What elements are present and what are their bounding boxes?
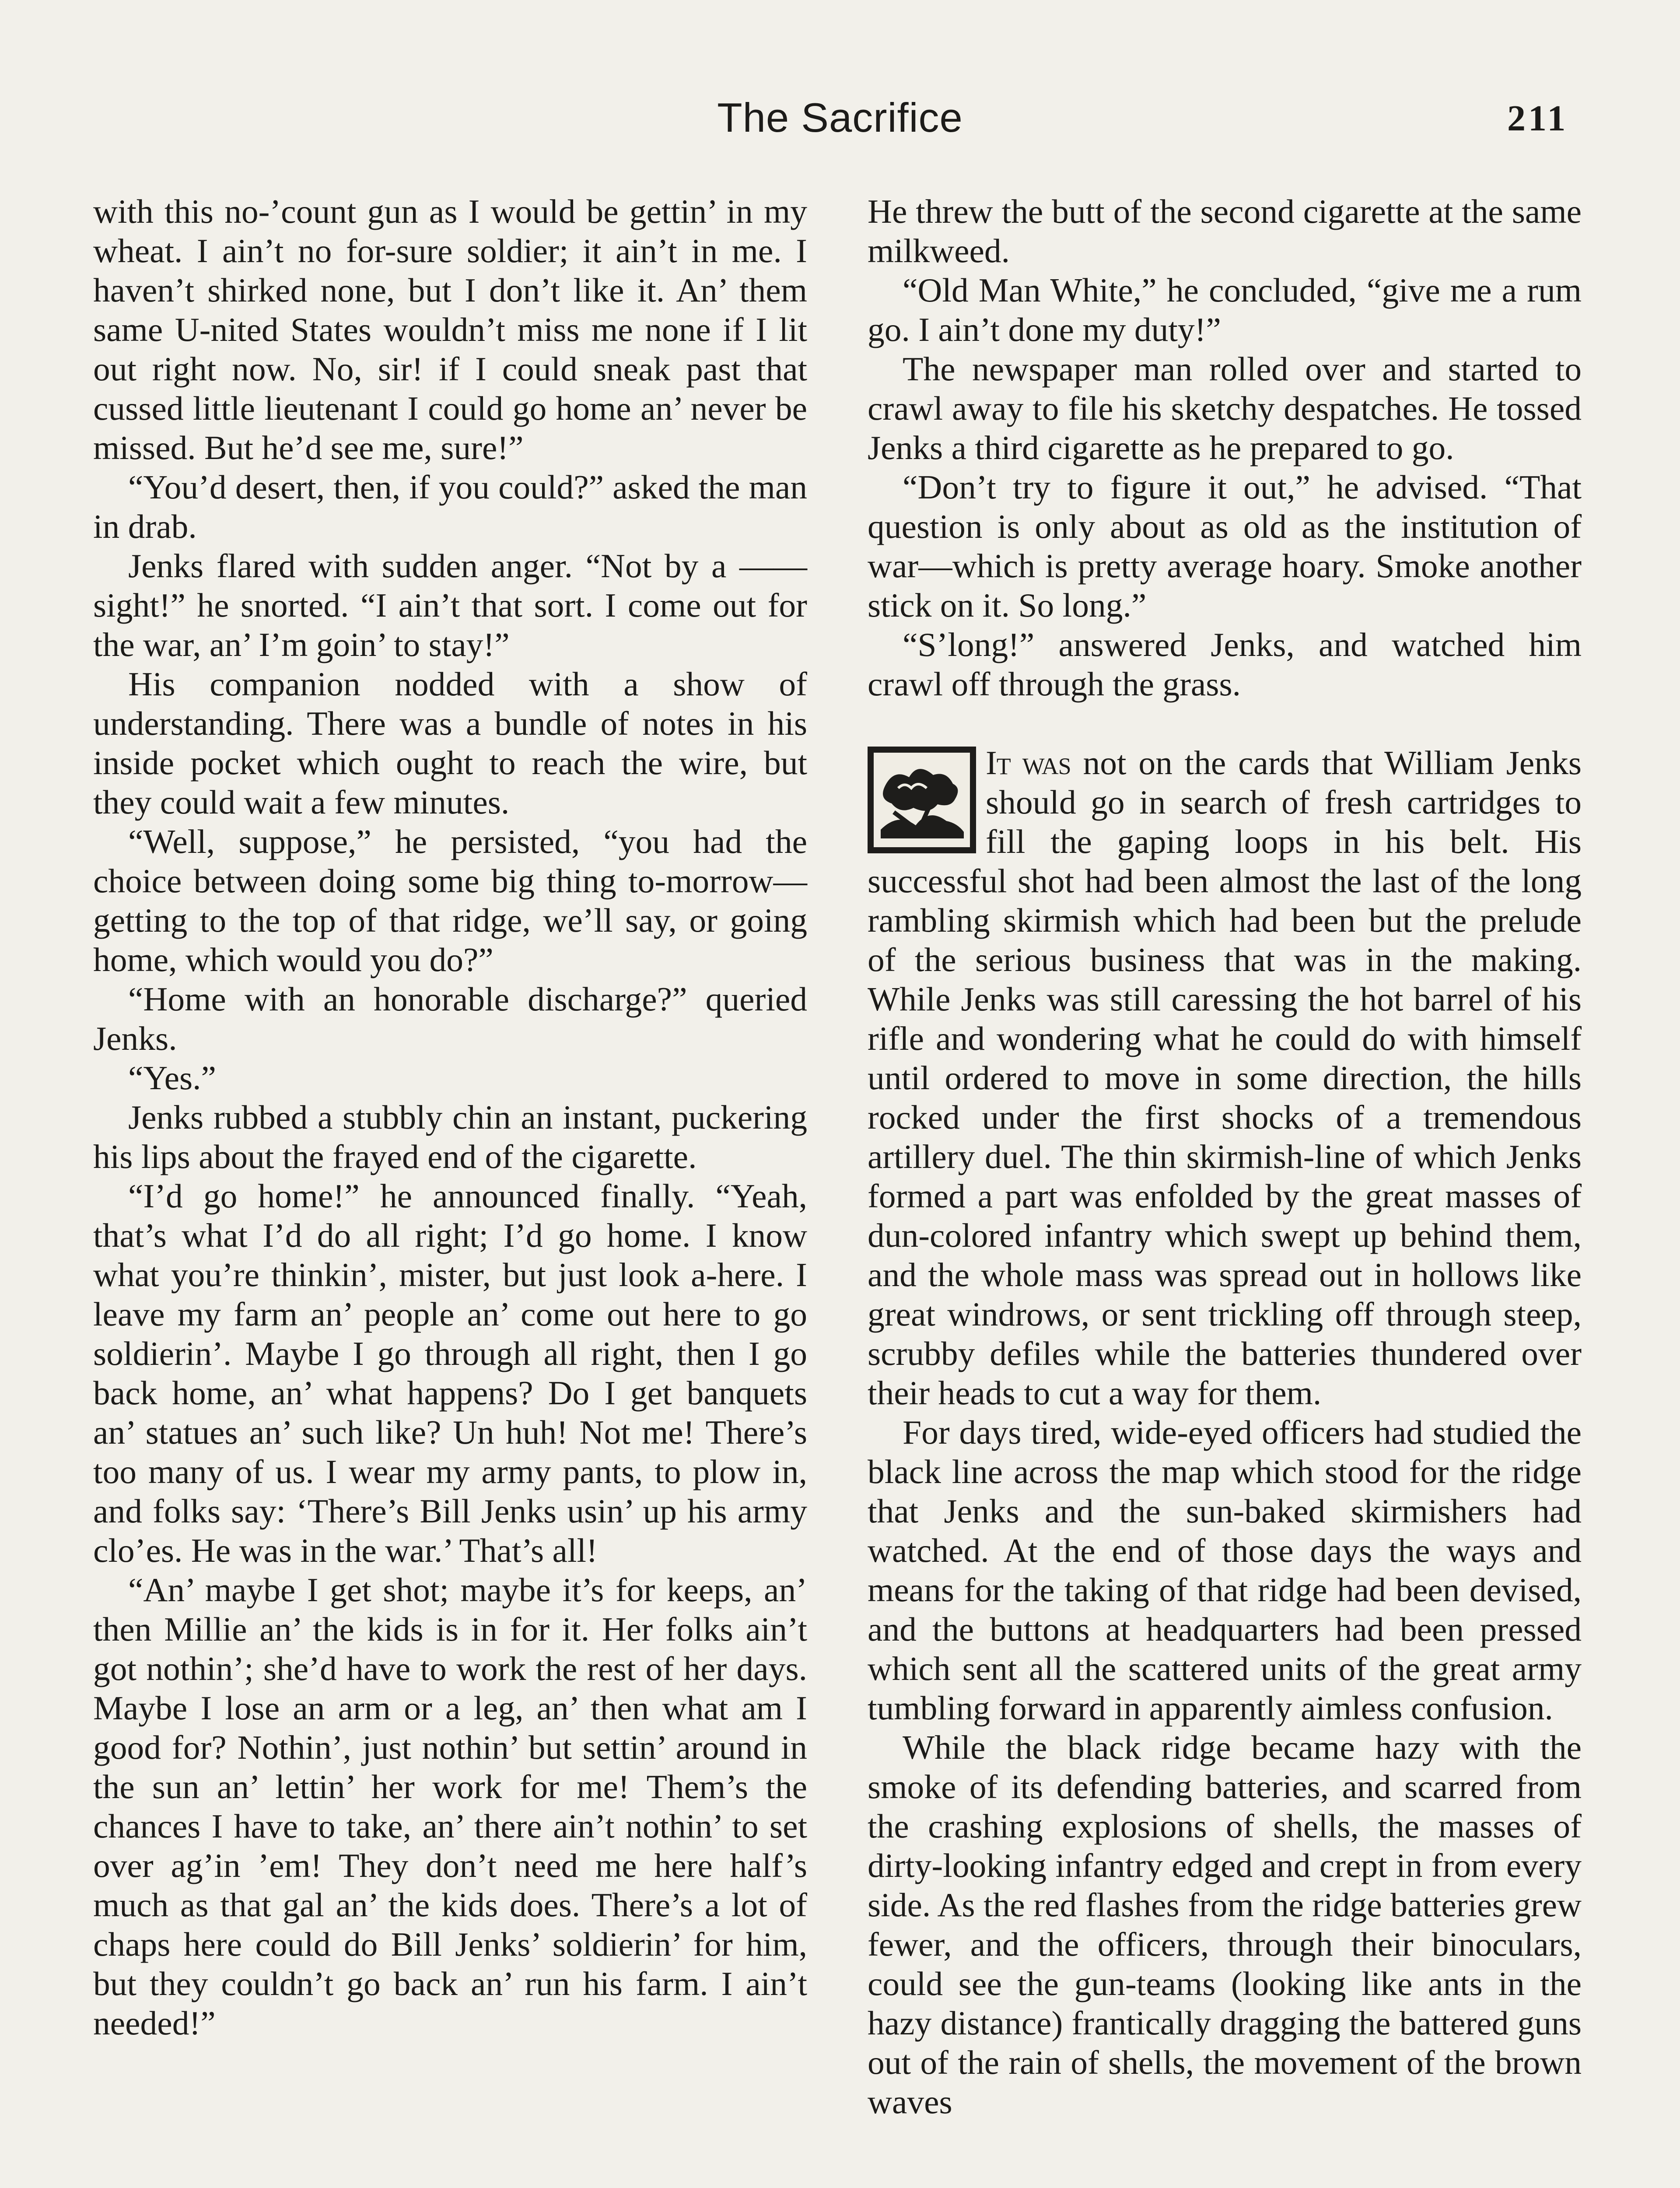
section-break <box>868 704 1582 743</box>
paragraph: For days tired, wide-eyed officers had studied the black line across the map which stood for the ridge that Jenks and the sun-baked skirmishers had watched. At the end of those days the ways and means for the taking of that ridge had been devised, and the buttons at headquarters had been pressed which sent all the scattered units of the great army tumbling forward in apparently aimless confusion. <box>868 1413 1582 1727</box>
paragraph: “Well, suppose,” he persisted, “you had the choice between doing some big thing to-morrow—getting to the top of that ridge, we’ll say, or going home, which would you do?” <box>93 823 807 978</box>
section-lead-text: not on the cards that William Jenks should go in search of fresh cartridges to fill the gaping loops in his belt. His successful shot had been almost the last of the long rambling skirmish which had been but the prelude of the serious business that was in the making. While Jenks was still caressing the hot barrel of his rifle and wondering what he could do with himself until ordered to move in some direction, the hills rocked under the first shocks of a tremendous artillery duel. The thin skirmish-line of which Jenks formed a part was enfolded by the great masses of dun-colored infantry which swept up behind them, and the whole mass was spread out in hollows like great windrows, or sent trickling off through steep, scrubby defiles while the batteries thundered over their heads to cut a way for them. <box>868 744 1582 1412</box>
paragraph: His companion nodded with a show of understanding. There was a bundle of notes in his inside pocket which ought to reach the wire, but they could wait a few minutes. <box>93 665 807 821</box>
paragraph: “Old Man White,” he concluded, “give me a rum go. I ain’t done my duty!” <box>868 271 1582 348</box>
paragraph: The newspaper man rolled over and started to crawl away to file his sketchy despatches. He tossed Jenks a third cigarette as he prepared to go. <box>868 350 1582 466</box>
paragraph: with this no-’count gun as I would be gettin’ in my wheat. I ain’t no for-sure soldier; it ain’t in me. I haven’t shirked none, but I don’t like it. An’ them same U-nited States wouldn’t miss me none if I lit out right now. No, sir! if I could sneak past that cussed little lieutenant I could go home an’ never be missed. But he’d see me, sure!” <box>93 193 807 466</box>
left-column <box>93 192 807 2043</box>
smoke-cloud-ornament-icon <box>868 747 976 853</box>
paragraph: “You’d desert, then, if you could?” asked the man in drab. <box>93 468 807 545</box>
paragraph: “I’d go home!” he announced finally. “Yeah, that’s what I’d do all right; I’d go home. I know what you’re thinkin’, mister, but just look a-here. I leave my farm an’ people an’ come out here to go soldierin’. Maybe I go through all right, then I go back home, an’ what happens? Do I get banquets an’ statues an’ such like? Un huh! Not me! There’s too many of us. I wear my army pants, to plow in, and folks say: ‘There’s Bill Jenks usin’ up his army clo’es. He was in the war.’ That’s all! <box>93 1177 807 1569</box>
right-column <box>868 192 1582 2121</box>
paragraph: “Home with an honorable discharge?” queried Jenks. <box>93 980 807 1057</box>
section-lead-paragraph <box>868 743 1582 1413</box>
page-number: 211 <box>1507 98 1568 139</box>
paragraph: Jenks rubbed a stubbly chin an instant, puckering his lips about the frayed end of the cigarette. <box>93 1098 807 1175</box>
paragraph: Jenks flared with sudden anger. “Not by a —— sight!” he snorted. “I ain’t that sort. I come out for the war, an’ I’m goin’ to stay!” <box>93 547 807 663</box>
paragraph: “Yes.” <box>128 1059 216 1097</box>
paragraph: “An’ maybe I get shot; maybe it’s for keeps, an’ then Millie an’ the kids is in for it. Her folks ain’t got nothin’; she’d have to work the rest of her days. Maybe I lose an arm or a leg, an’ then what am I good for? Nothin’, just nothin’ but settin’ around in the sun an’ lettin’ her work for me! Them’s the chances I have to take, an’ there ain’t nothin’ to set over ag’in ’em! They don’t need me here half’s much as that gal an’ the kids does. There’s a lot of chaps here could do Bill Jenks’ soldierin’ for him, but they couldn’t go back an’ run his farm. I ain’t needed!” <box>93 1571 807 2042</box>
paragraph: While the black ridge became hazy with the smoke of its defending batteries, and scarred from the crashing explosions of shells, the masses of dirty-looking infantry edged and crept in from every side. As the red flashes from the ridge batteries grew fewer, and the officers, through their binoculars, could see the gun-teams (looking like ants in the hazy distance) frantically dragging the battered guns out of the rain of shells, the movement of the brown waves <box>868 1729 1582 2121</box>
paragraph: He threw the butt of the second cigarette at the same milkweed. <box>868 193 1582 270</box>
section-lead-caps: It was <box>986 744 1071 782</box>
paragraph: “Don’t try to figure it out,” he advised. “That question is only about as old as the institution of war—which is pretty average hoary. Smoke another stick on it. So long.” <box>868 468 1582 624</box>
paragraph: “S’long!” answered Jenks, and watched him crawl off through the grass. <box>868 626 1582 703</box>
page-title: The Sacrifice <box>717 95 963 140</box>
